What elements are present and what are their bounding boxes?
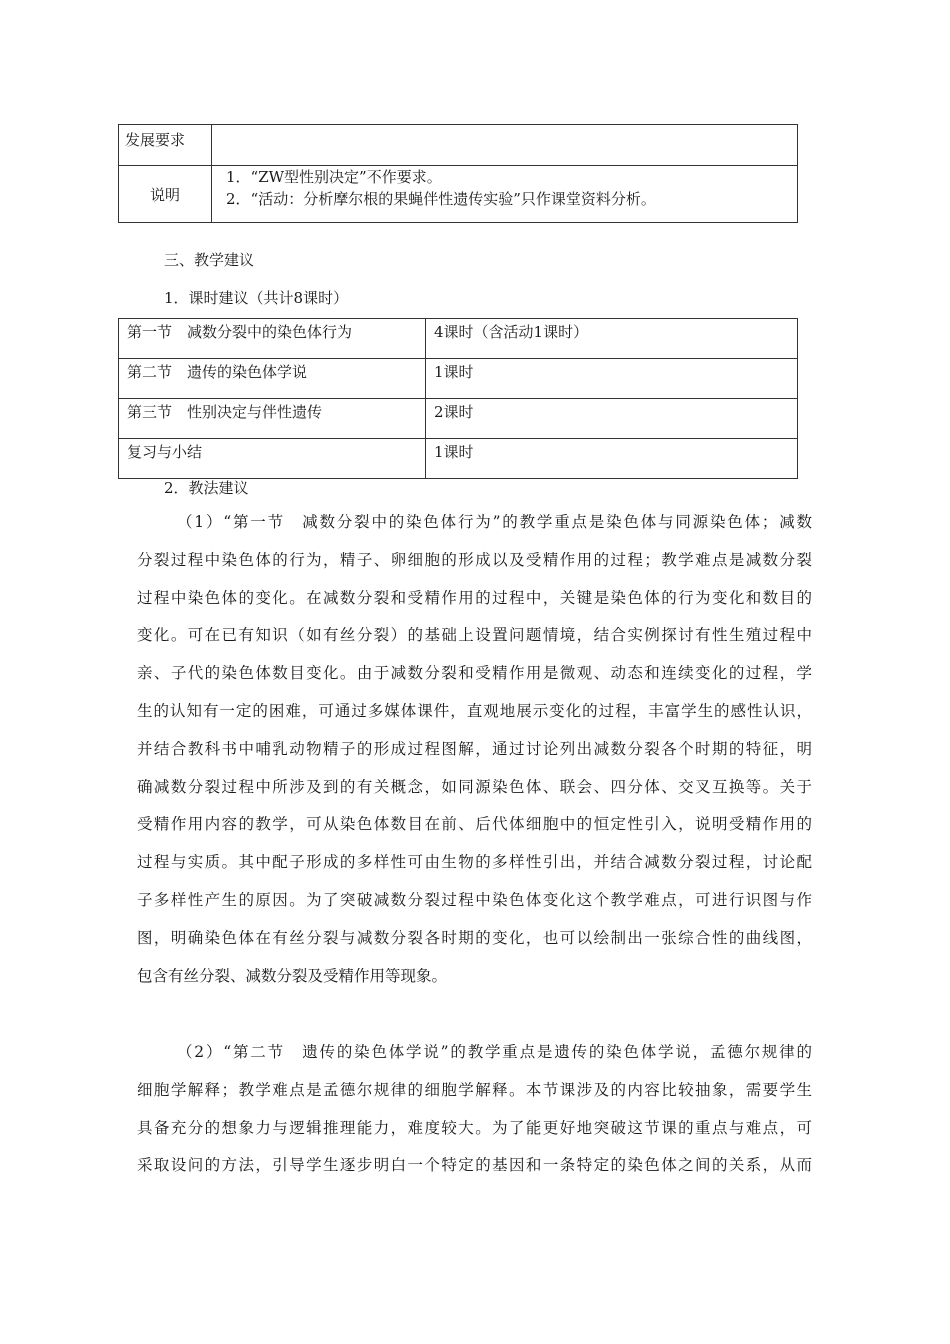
table-row: [119, 319, 798, 359]
text-line: （1）“第一节 减数分裂中的染色体行为”的教学重点是染色体与同源染色体；减数: [177, 513, 812, 531]
table-row: [119, 359, 798, 399]
text-line: 亲、子代的染色体数目变化。由于减数分裂和受精作用是微观、动态和连续变化的过程，学: [137, 664, 812, 683]
table-cell-section: 复习与小结: [119, 439, 426, 479]
notes-label: 说明: [119, 166, 212, 223]
table-row: [119, 439, 798, 479]
table-cell-hours: 2课时: [426, 399, 798, 439]
text-line: 变化。可在已有知识（如有丝分裂）的基础上设置问题情境，结合实例探讨有性生殖过程中: [137, 626, 812, 645]
table-row: [119, 125, 798, 166]
text-line: 过程中染色体的变化。在减数分裂和受精作用的过程中，关键是染色体的行为变化和数目的: [137, 588, 812, 607]
text-line: 生的认知有一定的困难，可通过多媒体课件，直观地展示变化的过程，丰富学生的感性认识，: [137, 701, 812, 720]
text-line: 过程与实质。其中配子形成的多样性可由生物的多样性引出，并结合减数分裂过程，讨论配: [137, 853, 812, 872]
development-requirements-label: 发展要求: [119, 125, 212, 166]
development-requirements-value: [212, 125, 798, 166]
text-line: 受精作用内容的教学，可从染色体数目在前、后代体细胞中的恒定性引入，说明受精作用的: [137, 815, 812, 834]
text-line: 并结合教科书中哺乳动物精子的形成过程图解，通过讨论列出减数分裂各个时期的特征，明: [137, 739, 812, 758]
subsection-title: 2．教法建议: [164, 479, 249, 497]
section-title: 三、教学建议: [164, 251, 255, 269]
table-cell-section: 第一节 减数分裂中的染色体行为: [119, 319, 426, 359]
table-row: [119, 399, 798, 439]
class-hours-table: [118, 318, 798, 479]
text-line: 分裂过程中染色体的行为，精子、卵细胞的形成以及受精作用的过程；教学难点是减数分裂: [137, 550, 812, 569]
text-line: 细胞学解释；教学难点是孟德尔规律的细胞学解释。本节课涉及的内容比较抽象，需要学生: [137, 1080, 812, 1099]
table-cell-section: 第二节 遗传的染色体学说: [119, 359, 426, 399]
paragraph-1: [137, 504, 812, 995]
text-line: 采取设问的方法，引导学生逐步明白一个特定的基因和一条特定的染色体之间的关系，从而: [137, 1156, 812, 1175]
table-cell-hours: 1课时: [426, 359, 798, 399]
table-cell-hours: 1课时: [426, 439, 798, 479]
text-line: 图，明确染色体在有丝分裂与减数分裂各时期的变化，也可以绘制出一张综合性的曲线图，: [137, 928, 812, 947]
note-item: 1．“ZW型性别决定”不作要求。: [226, 168, 442, 186]
text-line: 子多样性产生的原因。为了突破减数分裂过程中染色体变化这个教学难点，可进行识图与作: [137, 890, 812, 909]
table-row: [119, 166, 798, 223]
subsection-title: 1．课时建议（共计8课时）: [164, 289, 349, 307]
table-cell-hours: 4课时（含活动1课时）: [426, 319, 798, 359]
notes-cell: [212, 166, 798, 223]
paragraph-2: [137, 1034, 812, 1185]
text-line: 确减数分裂过程中所涉及到的有关概念，如同源染色体、联会、四分体、交叉互换等。关于: [137, 777, 812, 796]
text-line: （2）“第二节 遗传的染色体学说”的教学重点是遗传的染色体学说，孟德尔规律的: [177, 1043, 812, 1061]
requirements-table: [118, 124, 798, 223]
text-line: 包含有丝分裂、减数分裂及受精作用等现象。: [137, 966, 448, 985]
text-line: 具备充分的想象力与逻辑推理能力，难度较大。为了能更好地突破这节课的重点与难点，可: [137, 1118, 812, 1137]
table-cell-section: 第三节 性别决定与伴性遗传: [119, 399, 426, 439]
note-item: 2．“活动：分析摩尔根的果蝇伴性遗传实验”只作课堂资料分析。: [226, 190, 656, 208]
